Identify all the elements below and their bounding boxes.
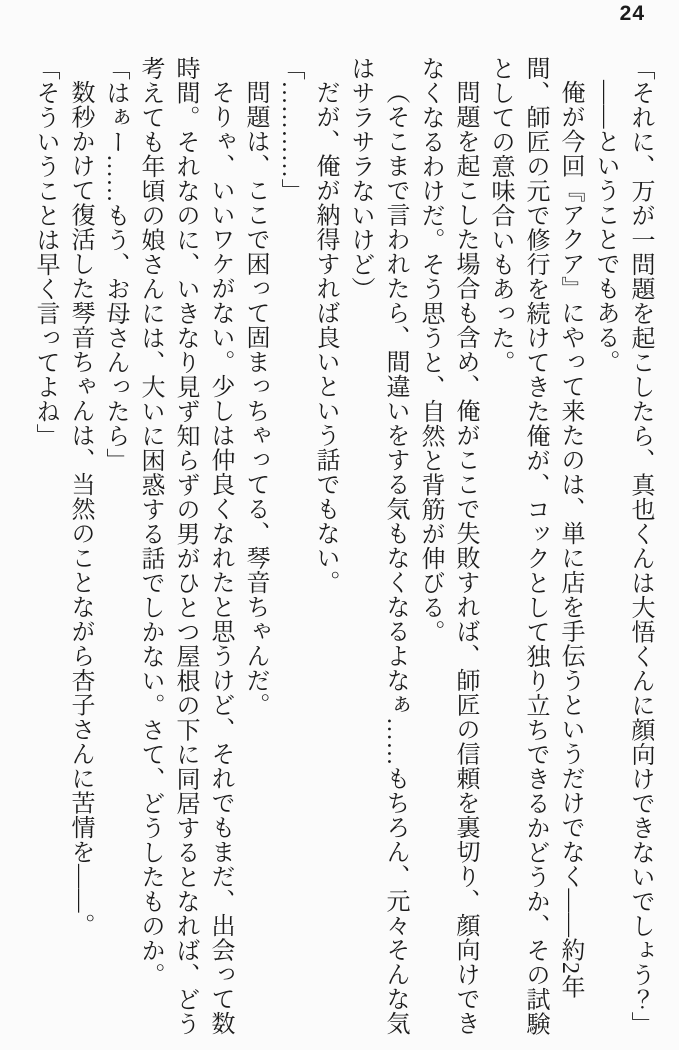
paragraph: 問題を起こした場合も含め、俺がここで失敗すれば、師匠の信頼を裏切り、顔向けできなくなるわけだ。そう思うと、自然と背筋が伸びる。 bbox=[417, 56, 478, 1036]
paragraph: 俺が今回『アクア』にやって来たのは、単に店を手伝うというだけでなく――約2年間、師匠の元で修行を続けてきた俺が、コックとして独り立ちできるかどうか、その試験としての意味合いもあった。 bbox=[487, 56, 583, 1036]
paragraph: ――ということでもある。 bbox=[592, 80, 618, 374]
page-number: 24 bbox=[619, 2, 645, 25]
text-area bbox=[23, 56, 657, 1042]
paragraph: そりゃ、いいワケがない。少しは仲良くなれたと思うけど、それでもまだ、出会って数時間。それなのに、いきなり見ず知らずの男がひとつ屋根の下に同居するとなれば、どう考えても年頃の娘さんには、大いに困惑する話でしかない。さて、どうしたものか。 bbox=[137, 56, 233, 1036]
paragraph: 「そういうことは早く言ってよね」 bbox=[32, 56, 58, 448]
paragraph: だが、俺が納得すれば良いという話でもない。 bbox=[312, 80, 338, 595]
paragraph: （そこまで言われたら、間違いをする気もなくなるよなぁ……もちろん、元々そんな気はサラサラないけど） bbox=[347, 56, 408, 1036]
paragraph: 数秒かけて復活した琴音ちゃんは、当然のことながら杏子さんに苦情を――。 bbox=[67, 80, 93, 938]
paragraph: 「それに、万が一問題を起こしたら、真也くんは大悟くんに顔向けできないでしょう？」 bbox=[627, 56, 653, 1036]
paragraph: 問題は、ここで困って固まっちゃってる、琴音ちゃんだ。 bbox=[242, 80, 268, 717]
paragraph: 「はぁー……もう、お母さんったら」 bbox=[102, 56, 128, 473]
paragraph: 「…………」 bbox=[277, 56, 303, 203]
